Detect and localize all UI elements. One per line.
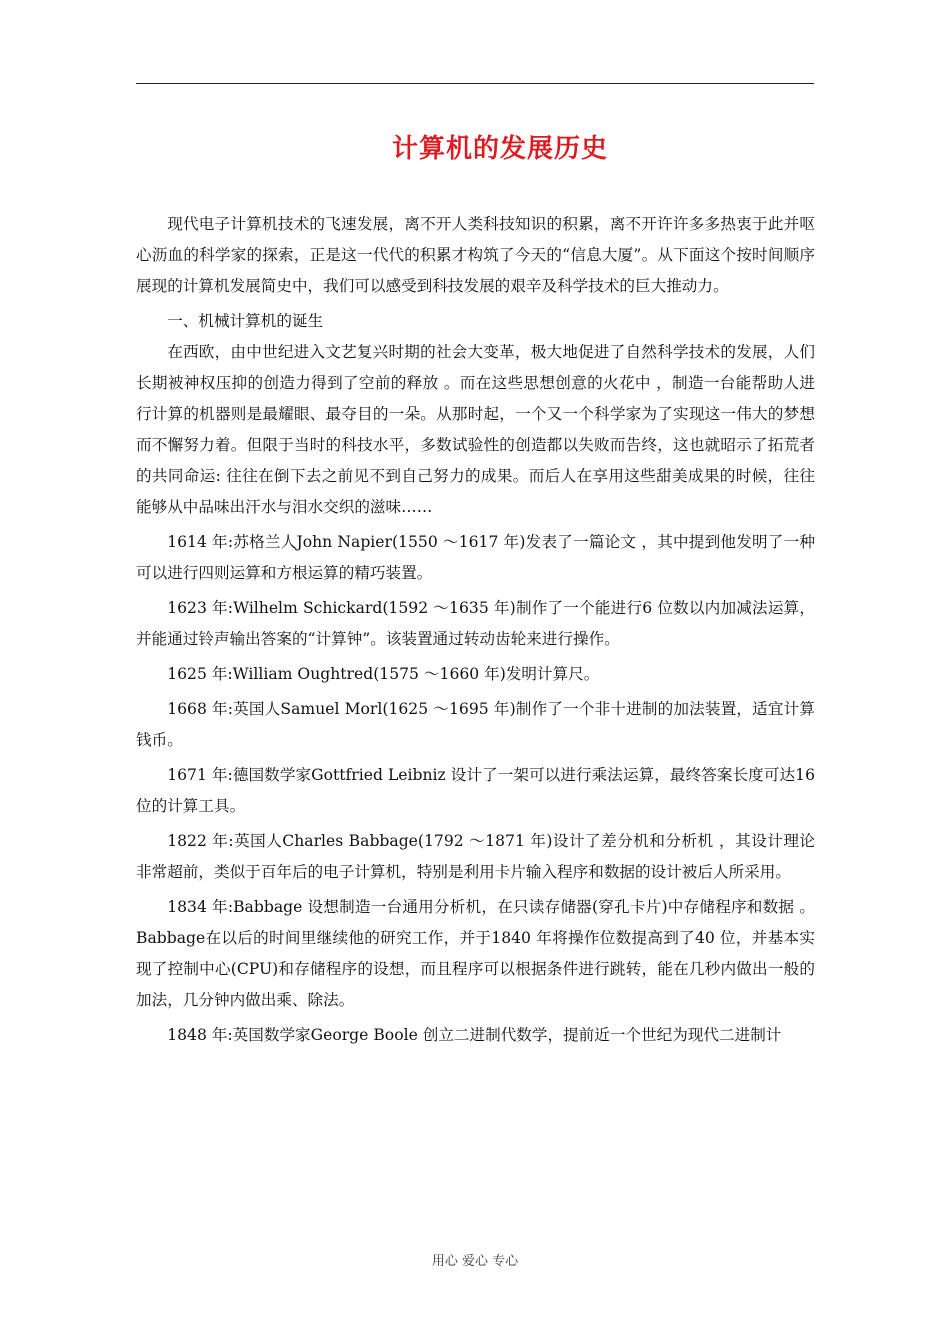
timeline-entry-1848: 1848 年:英国数学家George Boole 创立二进制代数学，提前近一个世纪为现代二进制计 bbox=[167, 1026, 782, 1044]
timeline-entry-1625: 1625 年:William Oughtred(1575 ～1660 年)发明计算尺。 bbox=[167, 665, 600, 683]
body-paragraph: 在西欧，由中世纪进入文艺复兴时期的社会大变革，极大地促进了自然科学技术的发展，人们长期被神权压抑的创造力得到了空前的释放 。而在这些思想创意的火花中 ，制造一台能帮助人进行计算的机器则是最耀眼、最夺目的一朵。从那时起，一个又一个科学家为了实现这一伟大的梦想而不懈努力着。但限于当时的科技水平，多数试验性的创造都以失败而告终，这也就昭示了拓荒者的共同命运: 往往在倒下去之前见不到自己努力的成果。而后人在享用这些甜美成果的时候，往往能够从中品味出汗水与泪水交织的滋味…… bbox=[136, 343, 815, 516]
document-title: 计算机的发展历史 bbox=[391, 134, 608, 164]
timeline-entry-1614: 1614 年:苏格兰人John Napier(1550 ～1617 年)发表了一篇论文 ，其中提到他发明了一种可以进行四则运算和方根运算的精巧装置。 bbox=[136, 533, 815, 582]
timeline-entry-1623: 1623 年:Wilhelm Schickard(1592 ～1635 年)制作了一个能进行6 位数以内加减法运算，并能通过铃声输出答案的“计算钟”。该装置通过转动齿轮来进行操作。 bbox=[136, 599, 815, 648]
intro-paragraph: 现代电子计算机技术的飞速发展，离不开人类科技知识的积累，离不开许许多多热衷于此并呕心沥血的科学家的探索，正是这一代代的积累才构筑了今天的“信息大厦”。从下面这个按时间顺序展现的计算机发展简史中，我们可以感受到科技发展的艰辛及科学技术的巨大推动力。 bbox=[136, 215, 815, 295]
document-body bbox=[136, 209, 815, 1055]
header-rule bbox=[136, 83, 814, 84]
timeline-entry-1822: 1822 年:英国人Charles Babbage(1792 ～1871 年)设计了差分机和分析机 ，其设计理论非常超前，类似于百年后的电子计算机，特别是利用卡片输入程序和数据的设计被后人所采用。 bbox=[136, 832, 815, 881]
timeline-entry-1668: 1668 年:英国人Samuel Morl(1625 ～1695 年)制作了一个非十进制的加法装置，适宜计算钱币。 bbox=[136, 700, 815, 749]
section-heading: 一、机械计算机的诞生 bbox=[167, 312, 324, 330]
page-footer: 用心 爱心 专心 bbox=[431, 1254, 519, 1269]
timeline-entry-1834: 1834 年:Babbage 设想制造一台通用分析机，在只读存储器(穿孔卡片)中存储程序和数据 。Babbage在以后的时间里继续他的研究工作，并于1840 年将操作位数提高到了40 位，并基本实现了控制中心(CPU)和存储程序的设想，而且程序可以根据条件进行跳转，能在几秒内做出一般的加法，几分钟内做出乘、除法。 bbox=[136, 898, 815, 1009]
timeline-entry-1671: 1671 年:德国数学家Gottfried Leibniz 设计了一架可以进行乘法运算，最终答案长度可达16位的计算工具。 bbox=[136, 766, 815, 815]
